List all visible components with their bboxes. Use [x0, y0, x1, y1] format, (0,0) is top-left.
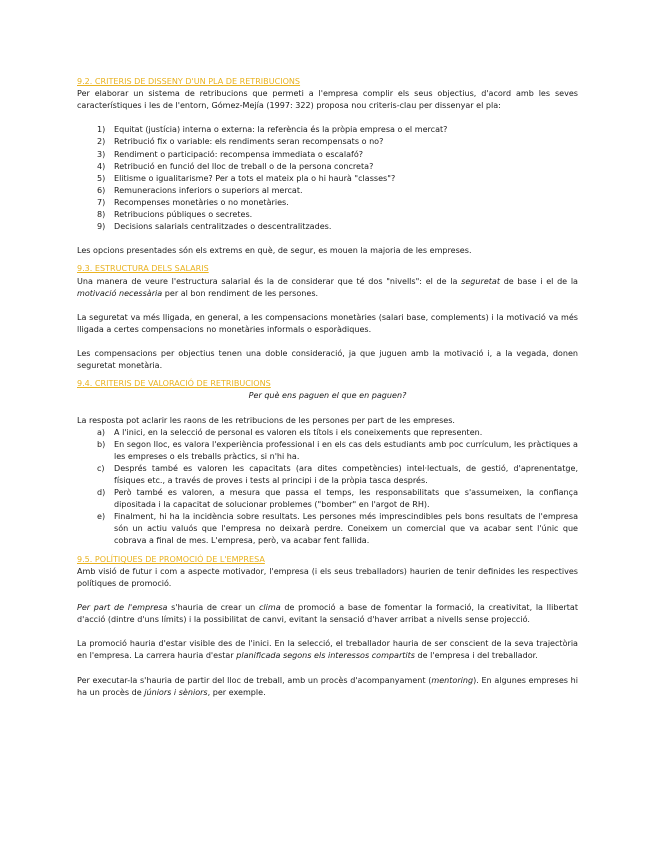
paragraph: La promoció hauria d'estar visible des de l'inici. En la selecció, el treballador hauria de ser conscient de la seva trajectòria en l'empresa. La carrera hauria d'estar planificada segons els interessos compartits de l'empresa i del treballador.	[77, 639, 578, 661]
paragraph: Amb visió de futur i com a aspecte motivador, l'empresa (i els seus treballadors) haurien de tenir definides les respectives polítiques de promoció.	[77, 566, 578, 588]
list-item: 1) Equitat (justícia) interna o externa: la referència és la pròpia empresa o el mercat?	[97, 125, 448, 135]
list-item: 6) Remuneracions inferiors o superiors al mercat.	[97, 185, 303, 195]
list-item: c) Després també es valoren les capacitats (ara dites competències) intel·lectuals, de gestió, d'aprenentatge, físiques etc., a través de proves i tests al principi i de la pròpia tasca després.	[97, 463, 578, 485]
list-item: 8) Retribucions públiques o secretes.	[97, 210, 253, 220]
list-item: a) A l'inici, en la selecció de personal es valoren els títols i els coneixements que representen.	[97, 427, 483, 437]
list-item: 7) Recompenses monetàries o no monetàries.	[97, 197, 289, 207]
paragraph: Les compensacions per objectius tenen una doble consideració, ja que juguen amb la motivació i, a la vegada, donen seguretat monetària.	[77, 349, 578, 371]
list-item: 3) Rendiment o participació: recompensa immediata o escalafó?	[97, 149, 364, 159]
list-item: b) En segon lloc, es valora l'experiència professional i en els cas dels estudiants amb poc currículum, les pràctiques a les empreses o els treballs pràctics, si n'hi ha.	[97, 439, 578, 461]
list-item: d) Però també es valoren, a mesura que passa el temps, les responsabilitats que s'assumeixen, la confiança dipositada i la capacitat de solucionar problemes ("bomber" en l'argot de RH).	[97, 488, 578, 510]
paragraph: Per part de l'empresa s'hauria de crear un clima de promoció a base de fomentar la formació, la creativitat, la llibertat d'acció (dintre d'uns límits) i la possibilitat de canvi, evitant la sensació d'haver arribat a nivells sense projecció.	[77, 602, 578, 625]
section-heading-9-4: 9.4. CRITERIS DE VALORACIÓ DE RETRIBUCIONS	[77, 379, 271, 389]
criteria-list	[77, 124, 578, 233]
list-item: 2) Retribució fix o variable: els rendiments seran recompensats o no?	[97, 137, 384, 147]
paragraph: La seguretat va més lligada, en general, a les compensacions monetàries (salari base, complements) i la motivació va més lligada a certes compensacions no monetàries informals o esporàdiques.	[77, 312, 578, 334]
paragraph: Una manera de veure l'estructura salarial és la de considerar que té dos "nivells": el de la seguretat de base i el de la motivació necessària per al bon rendiment de les persones.	[77, 276, 578, 298]
section-heading-9-2: 9.2. CRITERIS DE DISSENY D'UN PLA DE RETRIBUCIONS	[77, 77, 301, 86]
paragraph: La resposta pot aclarir les raons de les retribucions de les persones per part de les empreses.	[77, 415, 455, 425]
list-item: 5) Elitisme o igualitarisme? Per a tots el mateix pla o hi haurà "classes"?	[97, 173, 396, 183]
valuation-list	[77, 427, 578, 548]
section-heading-9-5: 9.5. POLÍTIQUES DE PROMOCIÓ DE L'EMPRESA	[77, 554, 265, 564]
list-item: e) Finalment, hi ha la incidència sobre resultats. Les persones més imprescindibles pels bons resultats de l'empresa són un actiu valuós que l'empresa no deixarà perdre. Coneixem un comercial que va acabar sent l'únic que cobrava a final de mes. L'empresa, però, va acabar fent fallida.	[97, 512, 578, 546]
document-content	[77, 76, 578, 699]
section-heading-9-3: 9.3. ESTRUCTURA DELS SALARIS	[77, 264, 209, 274]
paragraph: Per executar-la s'hauria de partir del lloc de treball, amb un procès d'acompanyament (mentoring). En algunes empreses hi ha un procès de júniors i sèniors, per exemple.	[77, 675, 578, 697]
list-item: 9) Decisions salarials centralitzades o descentralitzades.	[97, 222, 332, 232]
section-quote: Per què ens paguen el que en paguen?	[248, 391, 407, 401]
paragraph: Per elaborar un sistema de retribucions que permeti a l'empresa complir els seus objectius, d'acord amb les seves característiques i les de l'entorn, Gómez-Mejía (1997: 322) proposa nou criteris-clau per dissenyar el pla:	[77, 89, 578, 111]
paragraph: Les opcions presentades són els extrems en què, de segur, es mouen la majoria de les empreses.	[77, 246, 472, 256]
list-item: 4) Retribució en funció del lloc de treball o de la persona concreta?	[97, 161, 374, 171]
